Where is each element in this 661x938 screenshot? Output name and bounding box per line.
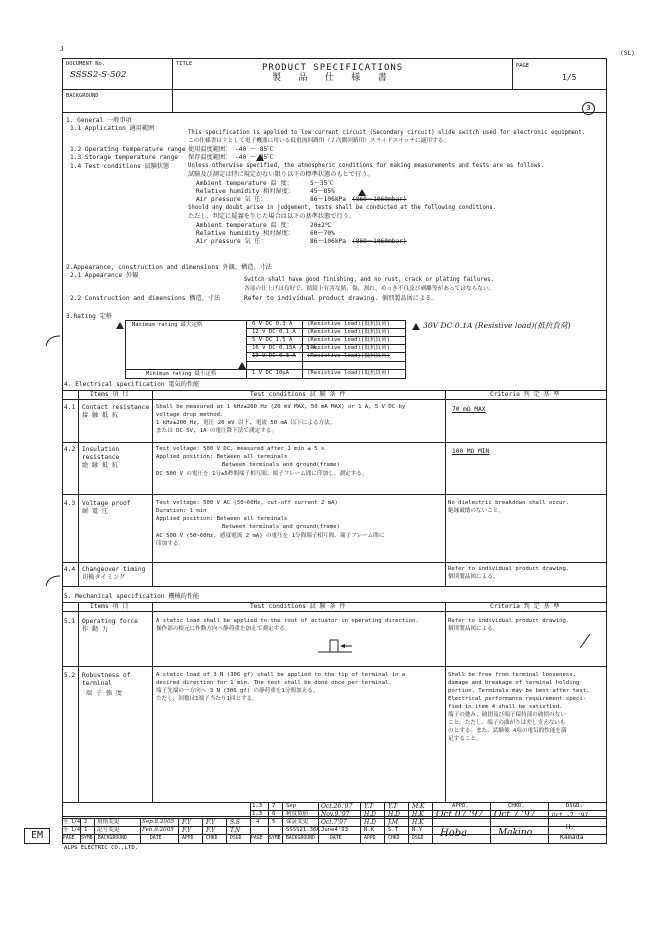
appd-signature: Hoba	[440, 828, 468, 839]
row-number: 4.1	[64, 404, 76, 411]
revision-triangle-icon	[238, 362, 246, 369]
criteria-text: 個別製品図による。	[448, 626, 499, 632]
rating-load: (Resistive load)(抵抗負荷)	[307, 345, 390, 351]
item-name-jp: 切換タイミング	[82, 574, 126, 581]
item-name-jp: 端 子 強 度	[86, 690, 122, 697]
air-label-2: Air pressure 気 圧：	[196, 238, 267, 245]
construction-label: 2.2 Construction and dimensions 構造、寸法	[70, 295, 221, 302]
rev-appd: H.D	[364, 819, 376, 826]
test-cond-1: Unless otherwise specified, the atmospheric conditions for making measurements and tests are as follows.	[188, 163, 545, 169]
rev-chkd: S.T	[388, 827, 399, 833]
criteria-text: Refer to individual product drawing.	[448, 566, 570, 572]
item-name: Robustness of terminal	[82, 672, 131, 687]
footer-label: BACKGROUND	[286, 836, 315, 841]
item-name: Contact resistance	[82, 404, 150, 411]
footer-label: SYMB	[81, 836, 93, 841]
criteria-text: Refer to individual product drawing.	[448, 618, 570, 624]
dsgd-initial: H.	[566, 823, 575, 831]
chkd-signature: Makino	[498, 828, 533, 838]
humidity-value-1: 45～85%	[310, 188, 335, 195]
rating-load: (Resistive load)(抵抗負荷)	[307, 353, 390, 359]
test-text: Between terminals and ground(frame)	[222, 524, 340, 530]
criteria-text: こと。ただし、端子の曲がりは差し支えないも	[448, 720, 566, 726]
footer-label: PAGE	[251, 836, 263, 841]
dsgd-date: Oct.-7.'97	[552, 812, 589, 819]
title-label: TITLE	[176, 61, 193, 67]
footer-label: SYMB	[269, 836, 281, 841]
op-temp-label: 1.2 Operating temperature range	[70, 146, 186, 153]
rev-appd: Y.T	[364, 803, 374, 810]
appearance-text-2: 各部の仕上げは良好で、錆錆上有害な錆、傷、割れ、めっき不良及び剥離等があってはならない。	[244, 286, 495, 292]
op-temp-value: 使用温度範囲： -40 ～ 85℃	[188, 146, 274, 153]
rev-appd: F.Y	[182, 819, 192, 826]
application-label: 1.1 Application 適用範囲	[70, 125, 155, 132]
footer-label: BACKGROUND	[98, 836, 127, 841]
appearance-text-1: Switch shall have good finishing, and no rust, crack or plating failures.	[244, 277, 494, 283]
rev-date: Oct.26.'97	[321, 803, 353, 810]
rating-voltage: 16 V DC 0.15A / 3 A	[252, 345, 316, 351]
title-en: PRODUCT SPECIFICATIONS	[262, 63, 404, 73]
rating-heading: 3.Rating 定格	[66, 313, 112, 320]
max-rating-label: Maximum rating 最大定格	[132, 322, 203, 328]
item-name: Operating force	[82, 618, 138, 625]
humidity-label-1: Relative humidity 相対湿度：	[196, 188, 294, 195]
row-number: 4.3	[64, 500, 76, 507]
rev-date: Oct.7'97	[321, 819, 347, 826]
item-name-jp: 接 触 抵 抗	[82, 412, 118, 419]
chkd-label: CHKD.	[508, 803, 525, 809]
rating-voltage: 1 V DC 10μA	[252, 370, 290, 376]
criteria-text: Shall be free from terminal looseness,	[448, 672, 576, 678]
rating-load: (Resistive load)(抵抗負荷)	[307, 321, 390, 327]
criteria-text: 70 mΩ MAX	[452, 406, 486, 413]
humidity-label-2: Relative humidity 相対湿度：	[196, 230, 294, 237]
criteria-text: のとする。また、試験後 4項の電気的性能を満	[448, 728, 567, 734]
application-text-1: This specification is applied to low current circuit (Secondary circuit) slide switch used for electronic equipment.	[188, 130, 586, 136]
test-text: または DC 5V, 1A の電圧降下法で測定する。	[156, 428, 277, 434]
footer-label: APPD	[364, 836, 376, 841]
chkd-date: Oct.7.'97	[494, 810, 536, 820]
test-text: Test voltage: 500 V AC (50~60Hz, cut-off current 2 mA)	[156, 500, 338, 506]
page-value: 1/5	[562, 73, 577, 82]
air-struck-1: (860～1060mbar)	[352, 196, 407, 203]
criteria-text: No dielectric breakdown shall occur.	[448, 500, 570, 506]
rev-background: Sep	[286, 803, 297, 809]
rating-load: (Resistive load)(抵抗負荷)	[307, 337, 390, 343]
margin-curve-icon	[44, 574, 62, 588]
rev-background: 保証変更	[286, 819, 309, 825]
rev-date: June4'93	[321, 827, 348, 833]
st-temp-label: 1.3 Storage temperature range	[70, 154, 179, 161]
corner-mark-left: J	[60, 46, 64, 53]
rev-date: Nov.9.'97	[321, 811, 350, 818]
mechanical-col-test: Test conditions 試 験 条 件	[250, 603, 346, 610]
ambient-label-1: Ambient temperature 温 度：	[196, 180, 293, 187]
test-text: Applied position: Between all terminals	[156, 454, 288, 460]
doubt-1: Should any doubt arise in judgement, tests shall be conducted at the following conditions.	[188, 205, 497, 211]
air-struck-2: (860～1060mbar)	[352, 238, 407, 245]
test-text: 印加する。	[156, 541, 184, 547]
operating-force-diagram	[318, 636, 358, 662]
title-jp: 製 品 仕 様 書	[272, 73, 393, 83]
rev-appd: N.K	[364, 827, 375, 833]
footer-label: DATE	[150, 836, 162, 841]
test-cond-label: 1.4 Test conditions 試験状態	[70, 163, 170, 170]
appearance-label: 2.1 Appearance 外観	[70, 272, 139, 279]
revision-triangle-icon	[116, 322, 124, 329]
st-temp-value: 保存温度範囲： -40 ～ 85℃	[188, 154, 274, 161]
rev-page: 全 1/4	[63, 827, 81, 833]
rev-background: 記号変更	[97, 827, 120, 833]
rating-voltage: 19 V DC 0.3 A	[252, 353, 296, 359]
test-text: Duration: 1 min	[156, 508, 207, 514]
footer-label: DSGD	[230, 836, 242, 841]
company-name: ALPS ELECTRIC CO.,LTD.	[64, 845, 139, 851]
appd-date: Oct.07.'97	[436, 810, 484, 820]
ambient-label-2: Ambient temperature 温 度：	[196, 222, 293, 229]
humidity-value-2: 60～70%	[310, 230, 335, 237]
footer-label: CHKD	[206, 836, 218, 841]
item-name: Insulation resistance	[82, 446, 120, 461]
rev-symbol: 2	[84, 819, 88, 825]
footer-label: PAGE	[63, 836, 75, 841]
test-cond-2: 試験及び測定は特に規定がない限り以下の標準状態のもとで行う。	[188, 171, 374, 178]
rev-background: 規格変更	[97, 819, 120, 825]
revision-triangle-icon	[256, 154, 264, 161]
page-label: PAGE	[516, 63, 529, 69]
application-text-2: この仕様書は主として電子機器に用いる低電流回路用（２次側回路用）スライドスイッチに適用する。	[188, 138, 450, 144]
rev-dsgd: S.S	[230, 819, 240, 826]
rev-dsgd: N.Y	[412, 827, 423, 833]
rev-symbol: 1	[84, 827, 88, 833]
rating-voltage: 6 V DC 0.3 A	[252, 321, 293, 327]
criteria-text: 100 MΩ MIN	[452, 448, 490, 455]
test-text: ただし、回数は1端子当たり1回とする。	[156, 696, 258, 702]
rev-chkd: F.Y	[206, 827, 216, 834]
test-text: Shall be measured at 1 kHz±200 Hz (20 mV MAX, 50 mA MAX) or 1 A, 5 V DC by	[156, 404, 406, 410]
criteria-text: 足すること。	[448, 736, 482, 742]
test-text: A static load of 3 N (306 gf) shall be applied to the tip of terminal in a	[156, 672, 406, 678]
ambient-value-2: 20±2℃	[310, 222, 332, 229]
test-text: voltage drop method.	[156, 412, 224, 418]
criteria-text: 端子の弛み、破損及び端子保持部の破損のない	[448, 712, 566, 718]
electrical-col-test: Test conditions 試 験 条 件	[250, 391, 346, 398]
footer-label: DSGD	[412, 836, 424, 841]
rev-appd: H.D	[364, 811, 376, 818]
test-text: Between terminals and ground(frame)	[222, 462, 340, 468]
item-name: Voltage proof	[82, 500, 131, 507]
test-text: 操作部の根元に作動方向へ静荷重を加えて測定する。	[156, 626, 291, 632]
rev-page: 全 1/4	[63, 819, 81, 825]
rev-dsgd: H.K	[412, 811, 424, 818]
air-label-1: Air pressure 気 圧：	[196, 196, 267, 203]
rev-dsgd: M.K	[412, 803, 425, 810]
rev-page: 4	[256, 819, 260, 825]
criteria-text: fied in item 4 shall be satisfied.	[448, 704, 563, 710]
appearance-heading: 2.Appearance, construction and dimensions 外観、構造、寸法	[66, 264, 272, 271]
footer-label: DATE	[330, 836, 342, 841]
handwritten-rating-note: 30V DC 0.1A (Resistive load)(抵抗負荷)	[423, 321, 571, 330]
item-name-jp: 作 動 力	[82, 626, 109, 633]
test-text: desired direction for 1 min. The test shall be done once per terminal.	[156, 680, 392, 686]
criteria-text: Electrical performance requirement speci-	[448, 696, 587, 702]
air-value-2: 86～106kPa	[310, 238, 346, 245]
test-text: DC 500 V の電圧を 1分±5秒間端子相互間、端子フレーム間に印加し、測定する。	[156, 471, 368, 477]
margin-mark: EM	[24, 828, 50, 844]
rev-date: Feb.9.2005	[142, 827, 174, 833]
rev-chkd: Y.T	[388, 803, 398, 810]
rev-chkd: H.D	[388, 811, 400, 818]
rating-voltage: 12 V DC 0.1 A	[252, 329, 296, 335]
appd-label: APPD.	[452, 803, 469, 809]
row-number: 4.4	[64, 566, 76, 573]
rev-dsgd: T.N	[230, 827, 241, 834]
test-text: AC 500 V (50~60Hz, 感度電流 2 mA) の電圧を 1分間端子相互間、端子フレーム間に	[156, 533, 385, 539]
rev-date: Sep.8.2005	[142, 819, 175, 825]
rev-background: 精度数値	[286, 811, 309, 817]
doc-no: SSSS2-S-502	[70, 70, 127, 80]
row-number: 4.2	[64, 446, 76, 453]
test-text: Test voltage: 500 V DC, measured after 1 min ± 5 s	[156, 446, 325, 452]
criteria-text: damage and breakage of terminal holding	[448, 680, 580, 686]
electrical-col-items: Items 項 目	[90, 391, 129, 398]
revision-circle: 3	[582, 102, 595, 115]
rev-page: 1,3	[252, 803, 263, 809]
revision-triangle-icon	[412, 323, 420, 330]
rating-load: (Resistive load)(抵抗負荷)	[307, 370, 390, 376]
rev-background: SSSS21.30A	[286, 827, 320, 833]
criteria-text: 個別製品図による。	[448, 574, 499, 580]
rating-load: (Resistive load)(抵抗負荷)	[307, 329, 390, 335]
rev-page: 1,3	[252, 811, 263, 817]
construction-text: Refer to individual product drawing. 個別製品図による。	[244, 295, 438, 302]
mechanical-heading: 5. Mechanical specification 機械的性能	[64, 593, 200, 600]
rev-symbol: 6	[272, 811, 276, 817]
test-text: 端子先端の一方向へ 3 N (306 gf) の静荷重を1分間加える。	[156, 688, 319, 694]
footer-label: APPD	[182, 836, 194, 841]
margin-curve-icon	[44, 334, 62, 348]
background-label: BACKGROUND	[66, 93, 99, 99]
corner-mark-right: (SL)	[620, 50, 635, 57]
air-value-1: 86～106kPa	[310, 196, 346, 203]
rev-chkd: F.Y	[206, 819, 216, 826]
min-rating-label: Minimum rating 最小定格	[146, 371, 217, 377]
revision-triangle-icon	[358, 189, 366, 196]
doubt-2: ただし、判定に疑義を生じた場合は以下の基準状態で行う。	[188, 213, 356, 220]
item-name-jp: 絶 縁 抵 抗	[82, 462, 118, 469]
mechanical-col-items: Items 項 目	[90, 603, 129, 610]
row-number: 5.1	[64, 618, 76, 625]
rev-symbol: 5	[272, 819, 276, 825]
check-mark-icon	[578, 632, 592, 650]
rev-chkd: J.M	[388, 819, 398, 826]
criteria-text: 絶縁破壊のないこと。	[448, 508, 504, 514]
mechanical-col-criteria: Criteria 判 定 基 準	[490, 603, 560, 610]
item-name: Changeover timing	[82, 566, 146, 573]
rating-voltage: 5 V DC 1.5 A	[252, 337, 293, 343]
electrical-heading: 4. Electrical specification 電気的性能	[64, 381, 200, 388]
dsgd-label: DSGD.	[566, 803, 583, 809]
test-text: Applied position: Between all terminals	[156, 516, 288, 522]
test-text: A static load shall be applied to the root of actuator in operating direction.	[156, 618, 419, 624]
footer-label: CHKD	[388, 836, 400, 841]
rev-appd: F.Y	[182, 827, 192, 834]
rev-symbol: 7	[272, 803, 276, 809]
doc-no-label: DOCUMENT No.	[66, 61, 105, 67]
ambient-value-1: 5～35℃	[310, 180, 334, 187]
criteria-text: portion. Terminals may be bent after test.	[448, 688, 590, 694]
dsgd-name: Kamada	[560, 833, 584, 841]
rev-dsgd: H.K	[412, 819, 424, 826]
row-number: 5.2	[64, 672, 76, 679]
item-name-jp: 耐 電 圧	[82, 508, 109, 515]
test-text: 1 kHz±200 Hz, 電圧 20 mV 以下, 電流 50 mA 以下による方法。	[156, 420, 336, 426]
electrical-col-criteria: Criteria 判 定 基 準	[490, 391, 560, 398]
general-heading: 1. General 一般事項	[66, 117, 132, 124]
